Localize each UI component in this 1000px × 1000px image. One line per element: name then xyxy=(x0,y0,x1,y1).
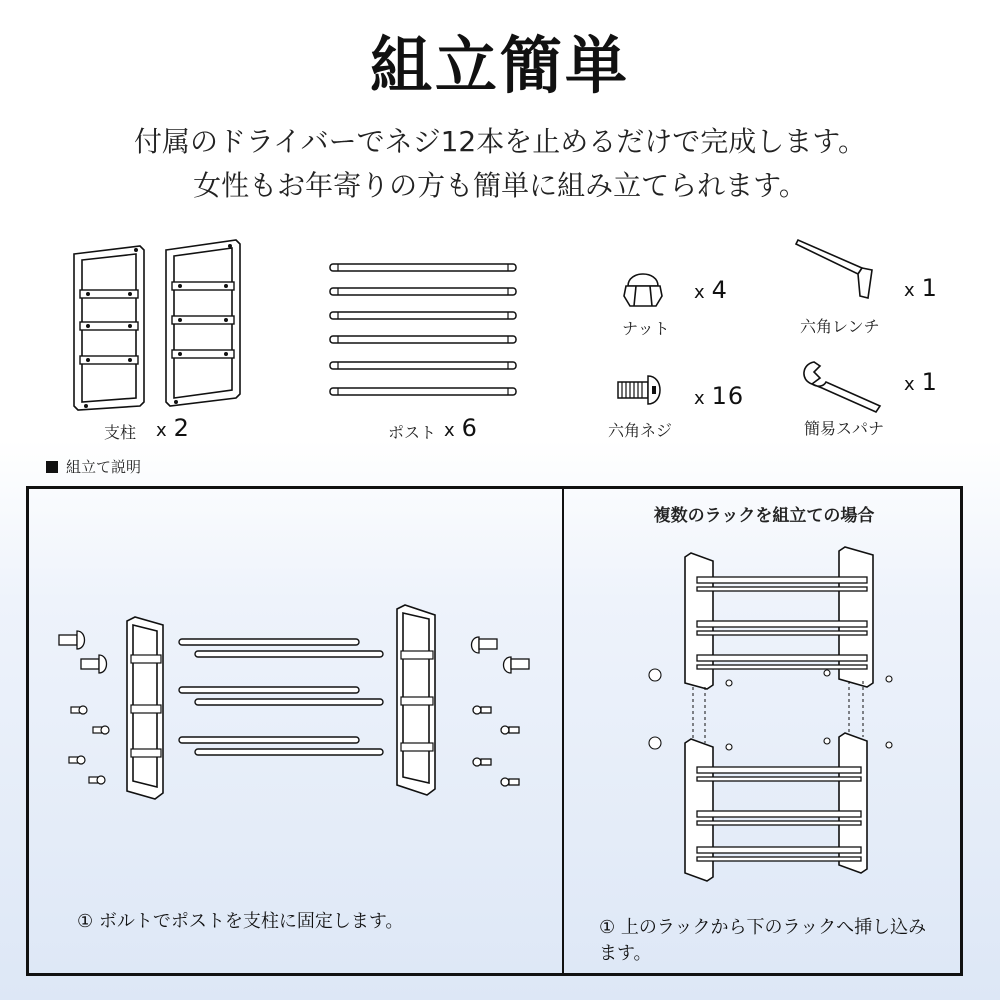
part-label-spanner: 簡易スパナ xyxy=(804,419,885,438)
part-label-hex-bolt: 六角ネジ xyxy=(608,421,673,440)
page-title: 組立簡単 xyxy=(369,29,630,102)
part-qty-hex-bolt: x 16 xyxy=(694,382,745,410)
part-qty-post: x 6 xyxy=(444,414,478,442)
part-label-nut: ナット xyxy=(622,319,670,338)
part-qty-hex-wrench: x 1 xyxy=(904,274,938,302)
pillar-frames-illustration xyxy=(70,238,250,416)
part-label-pillar: 支柱 xyxy=(104,423,137,442)
part-qty-nut: x 4 xyxy=(694,276,728,304)
assembly-diagram xyxy=(49,607,559,807)
section-title: 組立て説明 xyxy=(66,458,142,476)
bolt-icon xyxy=(59,631,107,673)
nut-icon xyxy=(622,262,664,310)
panel-right-title: 複数のラックを組立ての場合 xyxy=(653,506,875,526)
panel-divider xyxy=(562,489,564,973)
step-1-left: ① ボルトでポストを支柱に固定します。 xyxy=(77,911,404,932)
section-header xyxy=(46,456,141,477)
hex-wrench-icon xyxy=(792,238,876,302)
subtitle-line-1: 付属のドライバーでネジ12本を止めるだけで完成します。 xyxy=(134,125,866,158)
part-qty-spanner: x 1 xyxy=(904,368,938,396)
square-bullet-icon xyxy=(46,461,58,473)
spanner-icon xyxy=(800,358,886,414)
hex-bolt-icon xyxy=(614,372,666,408)
subtitle-line-2: 女性もお年寄りの方も簡単に組み立てられます。 xyxy=(193,169,807,202)
part-label-post: ポスト xyxy=(388,423,437,442)
part-label-hex-wrench: 六角レンチ xyxy=(800,317,880,336)
instruction-panel xyxy=(26,486,963,976)
stacking-diagram xyxy=(637,547,917,887)
step-1-right: ① 上のラックから下のラックへ挿し込みます。 xyxy=(599,917,927,964)
part-qty-pillar: x 2 xyxy=(156,414,190,442)
posts-illustration xyxy=(328,262,520,402)
